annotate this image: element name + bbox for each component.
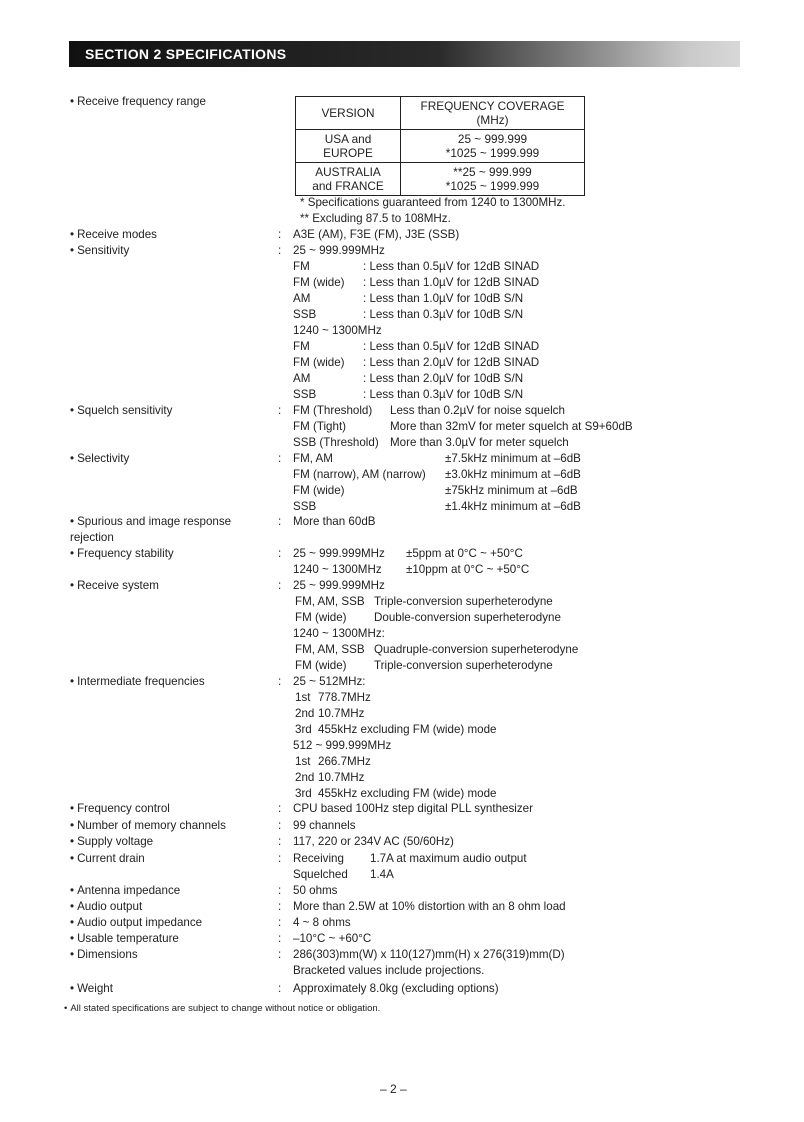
- spec-colon: :: [278, 452, 282, 465]
- spec-label: • Squelch sensitivity: [70, 403, 270, 419]
- spec-label: • Selectivity: [70, 451, 270, 467]
- spec-value: –10°C ~ +60°C: [293, 932, 372, 945]
- section-title: SECTION 2 SPECIFICATIONS: [85, 46, 287, 62]
- spec-value: FM (Threshold): [293, 404, 373, 417]
- spec-value: : Less than 1.0µV for 10dB S/N: [363, 292, 524, 305]
- spec-label: • Audio output: [70, 899, 270, 915]
- spec-value: FM: [293, 260, 310, 273]
- spec-label: • Number of memory channels: [70, 818, 270, 834]
- spec-value: 99 channels: [293, 819, 356, 832]
- spec-label: • Usable temperature: [70, 931, 270, 947]
- spec-label: • Receive frequency range: [70, 94, 270, 110]
- spec-value: CPU based 100Hz step digital PLL synthesizer: [293, 802, 533, 815]
- spec-colon: :: [278, 916, 282, 929]
- spec-value: : Less than 2.0µV for 12dB SINAD: [363, 356, 540, 369]
- spec-value: FM, AM, SSB: [295, 643, 365, 656]
- spec-label: • Antenna impedance: [70, 883, 270, 899]
- table-note-2: ** Excluding 87.5 to 108MHz.: [300, 212, 451, 225]
- spec-colon: :: [278, 802, 282, 815]
- spec-value: AM: [293, 372, 311, 385]
- spec-value: Triple-conversion superheterodyne: [374, 659, 553, 672]
- spec-value: ±7.5kHz minimum at –6dB: [445, 452, 581, 465]
- spec-value: FM (wide): [295, 659, 347, 672]
- spec-label: • Receive system: [70, 578, 270, 594]
- frequency-coverage-table: [295, 96, 585, 196]
- spec-value: More than 32mV for meter squelch at S9+60dB: [390, 420, 633, 433]
- spec-colon: :: [278, 884, 282, 897]
- spec-value: 778.7MHz: [318, 691, 371, 704]
- spec-value: : Less than 0.3µV for 10dB S/N: [363, 388, 524, 401]
- spec-colon: :: [278, 675, 282, 688]
- spec-value: 455kHz excluding FM (wide) mode: [318, 723, 497, 736]
- coverage-cell: **25 ~ 999.999 *1025 ~ 1999.999: [401, 163, 585, 196]
- spec-label: • Spurious and image response rejection: [70, 514, 270, 546]
- spec-value: 25 ~ 999.999MHz: [293, 244, 385, 257]
- spec-value: 512 ~ 999.999MHz: [293, 739, 392, 752]
- page-number: – 2 –: [380, 1082, 407, 1096]
- spec-value: 1240 ~ 1300MHz:: [293, 627, 385, 640]
- spec-value: 1.4A: [370, 868, 394, 881]
- spec-value: 1240 ~ 1300MHz: [293, 563, 382, 576]
- spec-value: Receiving: [293, 852, 344, 865]
- spec-value: A3E (AM), F3E (FM), J3E (SSB): [293, 228, 460, 241]
- spec-value: Less than 0.2µV for noise squelch: [390, 404, 565, 417]
- table-note-1: * Specifications guaranteed from 1240 to 1300MHz.: [300, 196, 566, 209]
- spec-value: ±3.0kHz minimum at –6dB: [445, 468, 581, 481]
- section-header-banner: [69, 41, 740, 67]
- version-cell: USA and EUROPE: [296, 130, 401, 163]
- spec-value: FM, AM, SSB: [295, 595, 365, 608]
- spec-colon: :: [278, 579, 282, 592]
- spec-value: 455kHz excluding FM (wide) mode: [318, 787, 497, 800]
- version-cell: AUSTRALIA and FRANCE: [296, 163, 401, 196]
- spec-value: 1st: [295, 691, 311, 704]
- spec-value: Approximately 8.0kg (excluding options): [293, 982, 499, 995]
- spec-value: : Less than 0.5µV for 12dB SINAD: [363, 260, 540, 273]
- spec-value: 286(303)mm(W) x 110(127)mm(H) x 276(319)mm(D): [293, 948, 565, 961]
- spec-colon: :: [278, 948, 282, 961]
- spec-value: : Less than 0.5µV for 12dB SINAD: [363, 340, 540, 353]
- spec-value: ±1.4kHz minimum at –6dB: [445, 500, 581, 513]
- spec-value: AM: [293, 292, 311, 305]
- spec-value: 25 ~ 999.999MHz: [293, 547, 385, 560]
- spec-value: 1st: [295, 755, 311, 768]
- spec-value: 2nd: [295, 771, 315, 784]
- spec-label: • Current drain: [70, 851, 270, 867]
- spec-value: Quadruple-conversion superheterodyne: [374, 643, 579, 656]
- spec-colon: :: [278, 228, 282, 241]
- spec-value: 3rd: [295, 723, 312, 736]
- spec-value: SSB (Threshold): [293, 436, 379, 449]
- table-row: [296, 130, 585, 163]
- spec-label: • Frequency control: [70, 801, 270, 817]
- spec-colon: :: [278, 982, 282, 995]
- spec-colon: :: [278, 932, 282, 945]
- spec-value: FM (Tight): [293, 420, 347, 433]
- spec-value: : Less than 2.0µV for 10dB S/N: [363, 372, 524, 385]
- coverage-header-text: FREQUENCY COVERAGE (MHz): [420, 99, 565, 127]
- spec-value: 1.7A at maximum audio output: [370, 852, 527, 865]
- coverage-cell: 25 ~ 999.999 *1025 ~ 1999.999: [401, 130, 585, 163]
- table-header-row: [296, 97, 585, 130]
- spec-value: FM (wide): [295, 611, 347, 624]
- spec-colon: :: [278, 852, 282, 865]
- spec-value: SSB: [293, 388, 317, 401]
- spec-value: Squelched: [293, 868, 348, 881]
- version-header: VERSION: [296, 97, 401, 130]
- spec-colon: :: [278, 819, 282, 832]
- spec-value: ±75kHz minimum at –6dB: [445, 484, 578, 497]
- spec-label: • Sensitivity: [70, 243, 270, 259]
- spec-value: Bracketed values include projections.: [293, 964, 485, 977]
- spec-colon: :: [278, 835, 282, 848]
- spec-label: • Frequency stability: [70, 546, 270, 562]
- spec-value: More than 3.0µV for meter squelch: [390, 436, 569, 449]
- spec-colon: :: [278, 404, 282, 417]
- footnote: • All stated specifications are subject to change without notice or obligation.: [64, 1003, 380, 1014]
- spec-value: 50 ohms: [293, 884, 338, 897]
- spec-label: • Weight: [70, 981, 270, 997]
- spec-value: FM (wide): [293, 484, 345, 497]
- spec-value: 10.7MHz: [318, 707, 365, 720]
- spec-value: 25 ~ 999.999MHz: [293, 579, 385, 592]
- spec-label: • Supply voltage: [70, 834, 270, 850]
- table-row: [296, 163, 585, 196]
- spec-label: • Dimensions: [70, 947, 270, 963]
- spec-value: 2nd: [295, 707, 315, 720]
- spec-value: SSB: [293, 308, 317, 321]
- spec-label: • Audio output impedance: [70, 915, 270, 931]
- spec-label: • Receive modes: [70, 227, 270, 243]
- spec-colon: :: [278, 515, 282, 528]
- spec-value: SSB: [293, 500, 317, 513]
- spec-value: Triple-conversion superheterodyne: [374, 595, 553, 608]
- spec-value: 117, 220 or 234V AC (50/60Hz): [293, 835, 454, 848]
- spec-value: 1240 ~ 1300MHz: [293, 324, 382, 337]
- spec-value: More than 2.5W at 10% distortion with an 8 ohm load: [293, 900, 566, 913]
- spec-colon: :: [278, 547, 282, 560]
- spec-value: 4 ~ 8 ohms: [293, 916, 351, 929]
- spec-value: 266.7MHz: [318, 755, 371, 768]
- spec-value: FM (wide): [293, 356, 345, 369]
- coverage-header: [401, 97, 585, 130]
- spec-label: • Intermediate frequencies: [70, 674, 270, 690]
- spec-value: FM: [293, 340, 310, 353]
- spec-value: FM, AM: [293, 452, 333, 465]
- spec-value: ±10ppm at 0°C ~ +50°C: [406, 563, 530, 576]
- spec-value: FM (wide): [293, 276, 345, 289]
- spec-colon: :: [278, 900, 282, 913]
- spec-value: Double-conversion superheterodyne: [374, 611, 561, 624]
- spec-value: 10.7MHz: [318, 771, 365, 784]
- spec-colon: :: [278, 244, 282, 257]
- spec-value: ±5ppm at 0°C ~ +50°C: [406, 547, 523, 560]
- spec-value: 3rd: [295, 787, 312, 800]
- spec-value: : Less than 0.3µV for 10dB S/N: [363, 308, 524, 321]
- spec-value: 25 ~ 512MHz:: [293, 675, 366, 688]
- spec-value: : Less than 1.0µV for 12dB SINAD: [363, 276, 540, 289]
- spec-value: More than 60dB: [293, 515, 376, 528]
- spec-value: FM (narrow), AM (narrow): [293, 468, 426, 481]
